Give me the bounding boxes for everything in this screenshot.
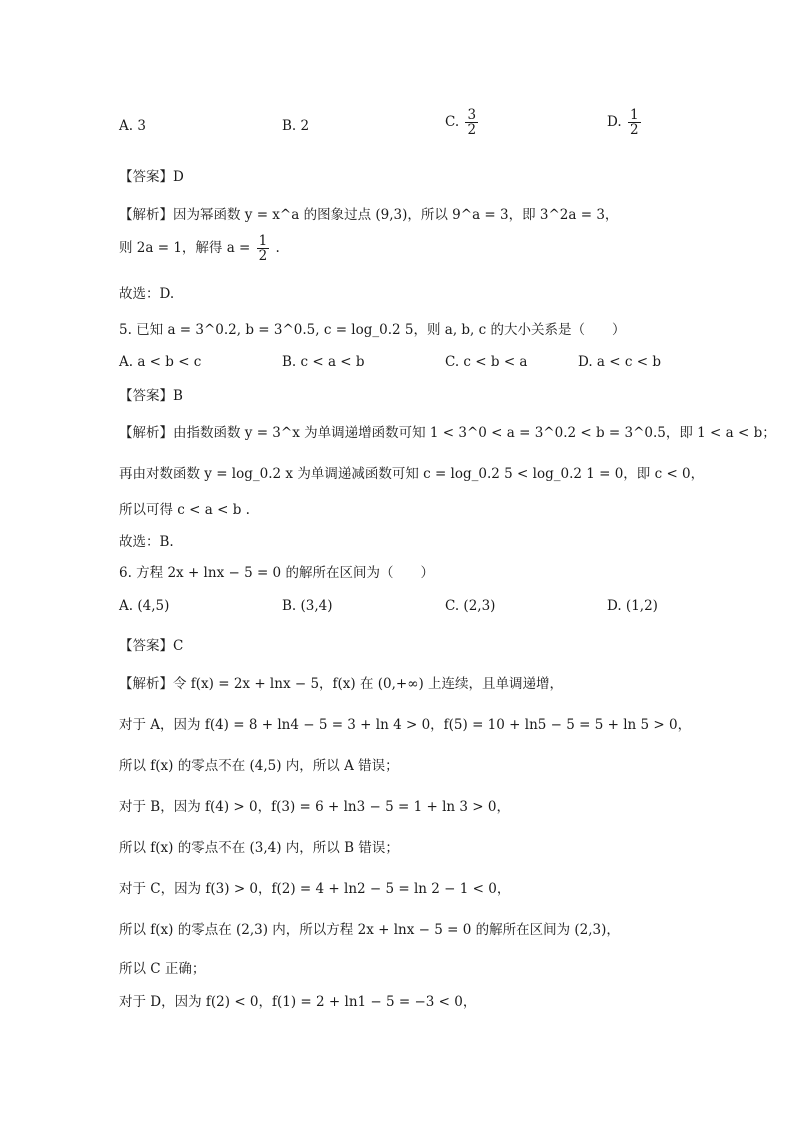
- q6-analysis-line: 所以 f(x) 的零点在 (2,3) 内，所以方程 2x + lnx − 5 = 0 的解所在区间为 (2,3)，: [119, 922, 620, 938]
- denominator: 2: [467, 122, 477, 139]
- numerator: 1: [629, 107, 639, 123]
- q6-analysis-line: 对于 B，因为 f(4) > 0，f(3) = 6 + ln3 − 5 = 1 + ln 3 > 0，: [119, 799, 510, 815]
- q5-stem: 5. 已知 a = 3^0.2, b = 3^0.5, c = log_0.2 5，则 a, b, c 的大小关系是（ ）: [119, 322, 626, 338]
- q6-analysis-line: 所以 f(x) 的零点不在 (4,5) 内，所以 A 错误；: [119, 758, 399, 774]
- numerator: 3: [467, 107, 477, 123]
- q6-option-a: A. (4,5): [119, 598, 170, 614]
- option-label: D.: [607, 114, 622, 131]
- text: 则 2a = 1，解得 a =: [119, 240, 251, 257]
- q6-option-c: C. (2,3): [445, 598, 496, 614]
- q5-analysis-line2: 再由对数函数 y = log_0.2 x 为单调递减函数可知 c = log_0.2 5 < log_0.2 1 = 0，即 c < 0，: [119, 466, 705, 482]
- q5-analysis-line3: 所以可得 c < a < b .: [119, 502, 250, 518]
- q6-answer: 【答案】C: [119, 638, 184, 654]
- q5-option-d: D. a < c < b: [578, 354, 661, 370]
- q5-option-c: C. c < b < a: [445, 354, 528, 370]
- q4-choose: 故选：D.: [119, 286, 175, 302]
- q6-option-d: D. (1,2): [607, 598, 658, 614]
- q6-stem: 6. 方程 2x + lnx − 5 = 0 的解所在区间为（ ）: [119, 565, 434, 581]
- q4-analysis-line1: 【解析】因为幂函数 y = x^a 的图象过点 (9,3)，所以 9^a = 3，即 3^2a = 3，: [119, 207, 619, 223]
- q6-analysis-line: 对于 D，因为 f(2) < 0，f(1) = 2 + ln1 − 5 = −3 < 0，: [119, 994, 477, 1010]
- q4-option-b: B. 2: [282, 118, 310, 134]
- q5-answer: 【答案】B: [119, 388, 183, 404]
- q5-option-b: B. c < a < b: [282, 354, 365, 370]
- q6-analysis-line: 所以 C 正确；: [119, 961, 206, 977]
- q6-analysis-line: 对于 A，因为 f(4) = 8 + ln4 − 5 = 3 + ln 4 > 0，f(5) = 10 + ln5 − 5 = 5 + ln 5 > 0，: [119, 717, 692, 733]
- q5-option-a: A. a < b < c: [119, 354, 202, 370]
- q4-analysis-line2: [119, 234, 280, 263]
- q6-analysis-line: 对于 C，因为 f(3) > 0，f(2) = 4 + ln2 − 5 = ln 2 − 1 < 0，: [119, 881, 511, 897]
- q6-option-b: B. (3,4): [282, 598, 333, 614]
- q5-choose: 故选：B.: [119, 534, 174, 550]
- q5-analysis-line1: 【解析】由指数函数 y = 3^x 为单调递增函数可知 1 < 3^0 < a = 3^0.2 < b = 3^0.5，即 1 < a < b；: [119, 425, 776, 441]
- denominator: 2: [258, 248, 268, 265]
- fraction: [628, 108, 641, 137]
- fraction: [465, 108, 478, 137]
- q4-answer: 【答案】D: [119, 169, 184, 185]
- numerator: 1: [258, 233, 268, 249]
- denominator: 2: [629, 122, 639, 139]
- q4-option-d: [607, 108, 643, 137]
- fraction: [257, 234, 270, 263]
- option-label: C.: [445, 114, 460, 131]
- q4-option-c: [445, 108, 480, 137]
- q6-analysis-line: 【解析】令 f(x) = 2x + lnx − 5，f(x) 在 (0,+∞) 上连续，且单调递增，: [119, 676, 564, 692]
- text: .: [275, 240, 280, 257]
- q6-analysis-line: 所以 f(x) 的零点不在 (3,4) 内，所以 B 错误；: [119, 840, 399, 856]
- q4-option-a: A. 3: [119, 118, 146, 134]
